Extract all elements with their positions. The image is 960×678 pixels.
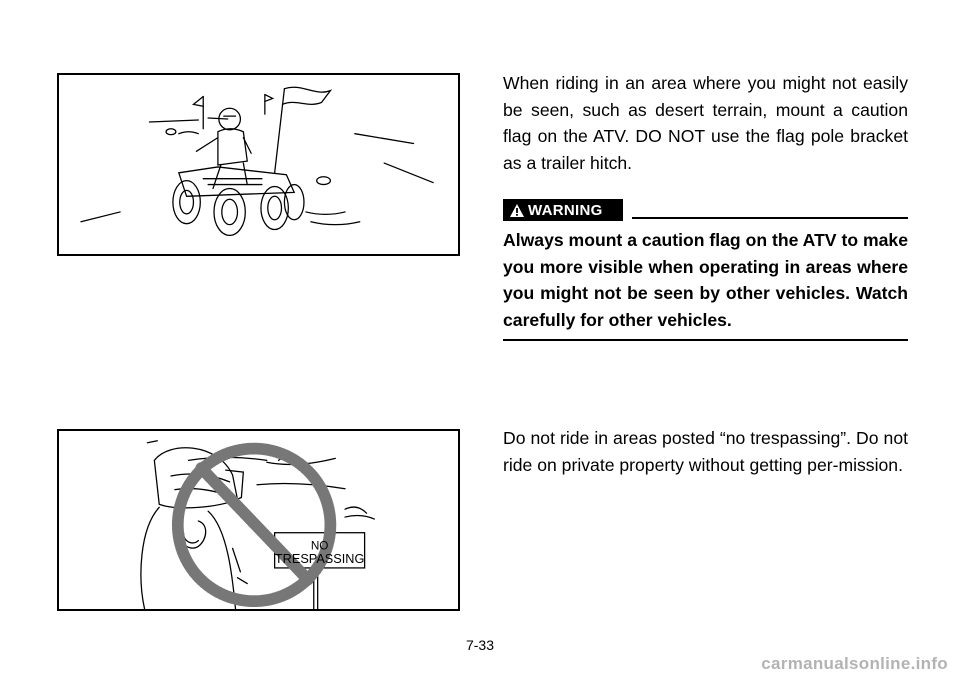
warning-header-rule bbox=[632, 217, 908, 219]
sign-text-trespassing: TRESPASSING bbox=[274, 551, 365, 567]
warning-badge bbox=[503, 199, 623, 221]
no-trespassing-illustration bbox=[59, 431, 458, 609]
trespassing-paragraph: Do not ride in areas posted “no trespassing”. Do not ride on private property without getting per-mission. bbox=[503, 428, 908, 475]
watermark: carmanualsonline.info bbox=[761, 654, 948, 673]
warning-text: Always mount a caution flag on the ATV to make you more visible when operating in areas where you might not be seen by other vehicles. Watch carefully for other vehicles. bbox=[503, 230, 908, 330]
figure-no-trespassing bbox=[57, 429, 460, 611]
warning-bottom-rule bbox=[503, 339, 908, 341]
page-number: 7-33 bbox=[465, 637, 495, 653]
flag-paragraph: When riding in an area where you might not easily be seen, such as desert terrain, mount a caution flag on the ATV. DO NOT use the flag pole bracket as a trailer hitch. bbox=[503, 73, 908, 173]
sign-text-no: NO bbox=[310, 539, 329, 553]
warning-label: WARNING bbox=[528, 201, 603, 219]
figure-atv-with-flag bbox=[57, 73, 460, 256]
warning-header bbox=[503, 196, 908, 224]
warning-triangle-icon bbox=[509, 203, 525, 218]
warning-box bbox=[503, 196, 908, 341]
atv-flag-illustration bbox=[59, 75, 458, 254]
